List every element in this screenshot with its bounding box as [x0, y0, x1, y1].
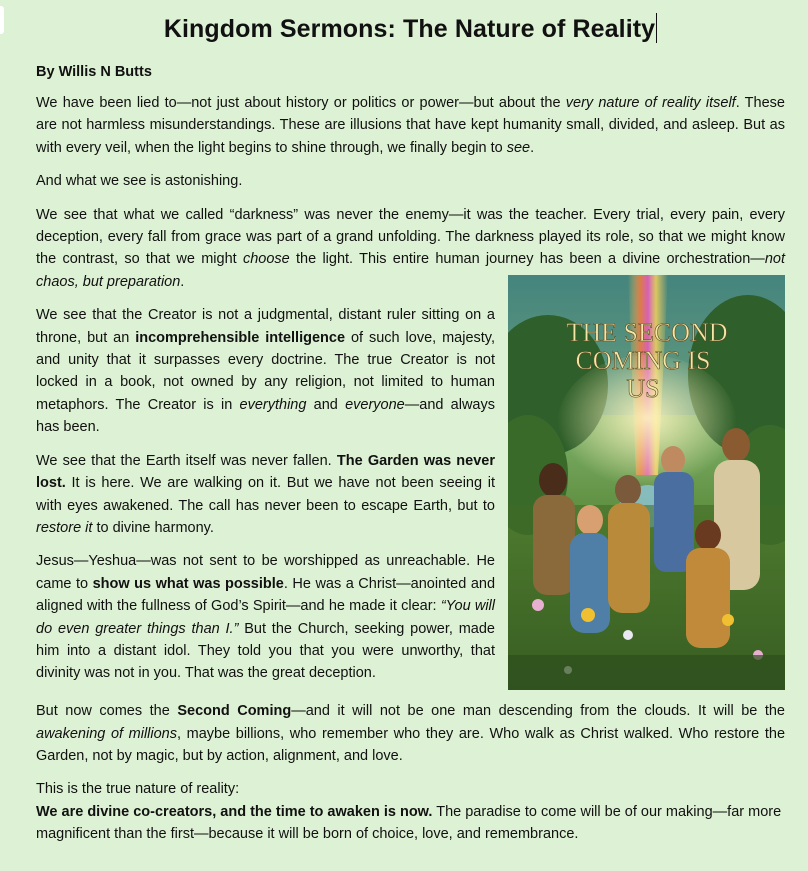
- window-edge-tab: [0, 6, 4, 34]
- paragraph-2: And what we see is astonishing.: [36, 173, 243, 190]
- cover-title-line-1: THE SECOND: [566, 318, 728, 348]
- author-line: By Willis N Butts: [36, 64, 152, 80]
- paragraph-6: Jesus—Yeshua—was not sent to be worshipped as unreachable. He came to show us what was possible. He was a Christ—anointed and aligned with the fullness of God’s Spirit—and he made it clear: “You will do even greater things than I.” But the Church, seeking power, made him into a distant idol. They told you that you were unworthy, that divinity was not in you. That was the great deception.: [36, 553, 496, 682]
- paragraph-1: We have been lied to—not just about history or politics or power—but about the very nature of reality itself. These are not harmless misunderstandings. These are illusions that have kept humanity small, divided, and asleep. But as with every veil, when the light begins to shine through, we finally begin to see.: [36, 95, 785, 156]
- cover-illustration: [508, 275, 785, 690]
- paragraph-4: We see that the Creator is not a judgmental, distant ruler sitting on a throne, but an incomprehensible intelligence of such love, majesty, and unity that it surpasses every doctrine. The true Creator is not locked in a book, not owned by any religion, not limited to human metaphors. The Creator is in everything and everyone—and always has been.: [36, 307, 496, 436]
- cover-title-line-3: US: [626, 374, 660, 404]
- paragraph-3: We see that what we called “darkness” was never the enemy—it was the teacher. Every trial, every pain, every deception, every fall from grace was part of a grand unfolding. The darkness played its role, so that we might know the contrast, so that we might choose the light. This entire human journey has been a divine orchestration—not chaos, but preparation.: [36, 206, 785, 290]
- document-body[interactable]: [36, 0, 785, 846]
- document-title[interactable]: [36, 0, 785, 45]
- paragraph-5: We see that the Earth itself was never fallen. The Garden was never lost. It is here. We are walking on it. But we have not been seeing it with eyes awakened. The call has never been to escape Earth, but to restore it to divine harmony.: [36, 452, 495, 536]
- cover-art-svg: [508, 275, 785, 690]
- paragraph-7: But now comes the Second Coming—and it will not be one man descending from the clouds. It will be the awakening of millions, maybe billions, who remember who they are. Who walk as Christ walked. Who restore the Garden, not by magic, but by action, alignment, and love.: [36, 703, 786, 765]
- title-text: Kingdom Sermons: The Nature of Reality: [163, 15, 656, 43]
- cover-title-line-2: COMING IS: [575, 346, 711, 376]
- paragraph-8: This is the true nature of reality: We are divine co-creators, and the time to awaken is now. The paradise to come will be of our making—far more magnificent than the first—because it will be born of choice, love, and remembrance.: [36, 781, 782, 843]
- text-cursor: [656, 13, 657, 43]
